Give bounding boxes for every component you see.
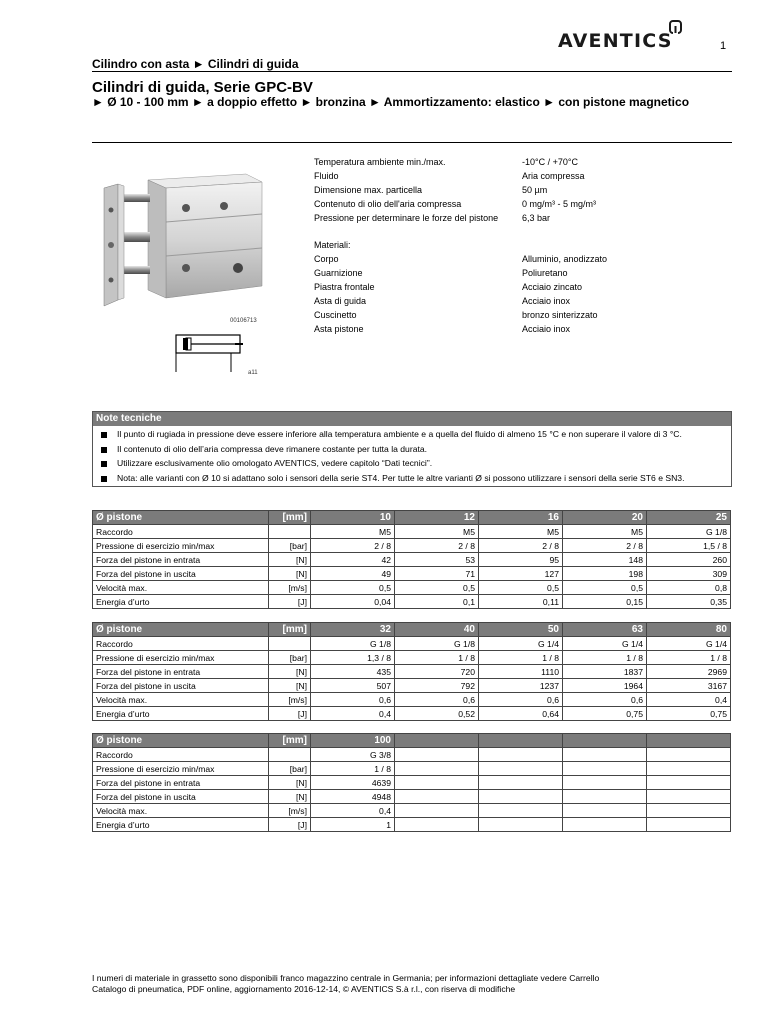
table-row bbox=[93, 595, 731, 609]
material-value: Acciaio zincato bbox=[522, 282, 583, 292]
material-label: Asta pistone bbox=[314, 324, 364, 334]
cell-value: G 1/4 bbox=[647, 637, 731, 651]
cell-value: 2 / 8 bbox=[563, 539, 647, 553]
cell-value: 16 bbox=[479, 511, 563, 525]
cell-value bbox=[395, 804, 479, 818]
cell-value: 792 bbox=[395, 679, 479, 693]
spec-value: 0 mg/m³ - 5 mg/m³ bbox=[522, 199, 597, 209]
material-value: Alluminio, anodizzato bbox=[522, 254, 608, 264]
cell-value bbox=[563, 790, 647, 804]
cell-value: 0,6 bbox=[479, 693, 563, 707]
cell-value: G 3/8 bbox=[311, 748, 395, 762]
row-unit: [N] bbox=[269, 665, 311, 679]
title-divider bbox=[92, 142, 732, 143]
cell-value bbox=[479, 762, 563, 776]
cell-value: 260 bbox=[647, 553, 731, 567]
row-label: Ø pistone bbox=[93, 734, 269, 748]
footer-line: Catalogo di pneumatica, PDF online, aggiornamento 2016-12-14, © AVENTICS S.à r.l., con riserva di modifiche bbox=[92, 984, 516, 994]
row-label: Ø pistone bbox=[93, 511, 269, 525]
cell-value: 0,8 bbox=[647, 581, 731, 595]
row-label: Ø pistone bbox=[93, 623, 269, 637]
table-row bbox=[93, 525, 731, 539]
cell-value: 0,75 bbox=[647, 707, 731, 721]
cell-value: M5 bbox=[479, 525, 563, 539]
materials-heading-label: Materiali: bbox=[314, 240, 351, 250]
table-row bbox=[93, 679, 731, 693]
bullet-square-icon bbox=[101, 447, 107, 453]
row-label: Forza del pistone in entrata bbox=[93, 776, 269, 790]
row-unit bbox=[269, 637, 311, 651]
cell-value: 0,35 bbox=[647, 595, 731, 609]
row-unit: [J] bbox=[269, 707, 311, 721]
table-header-row bbox=[93, 734, 731, 748]
cell-value: 0,4 bbox=[311, 707, 395, 721]
cell-value: 12 bbox=[395, 511, 479, 525]
cell-value: 1,5 / 8 bbox=[647, 539, 731, 553]
row-label: Velocità max. bbox=[93, 581, 269, 595]
data-table bbox=[92, 733, 731, 832]
cell-value: M5 bbox=[395, 525, 479, 539]
row-label: Forza del pistone in uscita bbox=[93, 790, 269, 804]
table-row bbox=[93, 539, 731, 553]
cell-value: 50 bbox=[479, 623, 563, 637]
row-label: Forza del pistone in entrata bbox=[93, 553, 269, 567]
cell-value: G 1/8 bbox=[311, 637, 395, 651]
cell-value bbox=[479, 734, 563, 748]
row-label: Energia d’urto bbox=[93, 707, 269, 721]
row-unit: [m/s] bbox=[269, 581, 311, 595]
cell-value: 40 bbox=[395, 623, 479, 637]
cell-value: G 1/4 bbox=[479, 637, 563, 651]
cell-value bbox=[563, 734, 647, 748]
row-unit: [m/s] bbox=[269, 804, 311, 818]
cell-value: 435 bbox=[311, 665, 395, 679]
header-divider bbox=[92, 71, 732, 72]
row-label: Raccordo bbox=[93, 637, 269, 651]
spec-label: Temperatura ambiente min./max. bbox=[314, 157, 446, 167]
bullet-square-icon bbox=[101, 432, 107, 438]
cell-value bbox=[647, 748, 731, 762]
cell-value bbox=[647, 762, 731, 776]
cell-value: 2969 bbox=[647, 665, 731, 679]
row-unit: [J] bbox=[269, 818, 311, 832]
cell-value: 148 bbox=[563, 553, 647, 567]
page-subtitle: ► Ø 10 - 100 mm ► a doppio effetto ► bronzina ► Ammortizzamento: elastico ► con pistone magnetico bbox=[92, 95, 690, 109]
cell-value: 0,64 bbox=[479, 707, 563, 721]
cell-value bbox=[647, 790, 731, 804]
cell-value bbox=[395, 776, 479, 790]
cell-value: 0,04 bbox=[311, 595, 395, 609]
row-label: Forza del pistone in uscita bbox=[93, 567, 269, 581]
material-label: Asta di guida bbox=[314, 296, 367, 306]
cell-value: 0,6 bbox=[311, 693, 395, 707]
symbol-code: a11 bbox=[248, 370, 258, 376]
note-text: Il contenuto di olio dell’aria compressa deve rimanere costante per tutta la durata. bbox=[117, 443, 428, 454]
cell-value: 0,11 bbox=[479, 595, 563, 609]
cell-value bbox=[647, 734, 731, 748]
data-table bbox=[92, 510, 731, 609]
material-value: bronzo sinterizzato bbox=[522, 310, 598, 320]
cell-value: 0,52 bbox=[395, 707, 479, 721]
cell-value: 4948 bbox=[311, 790, 395, 804]
cell-value bbox=[563, 804, 647, 818]
cell-value: 80 bbox=[647, 623, 731, 637]
cell-value: 1237 bbox=[479, 679, 563, 693]
cell-value: 0,6 bbox=[563, 693, 647, 707]
material-value: Acciaio inox bbox=[522, 324, 571, 334]
cell-value: 1110 bbox=[479, 665, 563, 679]
spec-label: Dimensione max. particella bbox=[314, 185, 423, 195]
cell-value: 32 bbox=[311, 623, 395, 637]
bullet-square-icon bbox=[101, 461, 107, 467]
footer-line: I numeri di materiale in grassetto sono disponibili franco magazzino centrale in Germania; per informazioni dettagliate vedere Carrello bbox=[92, 973, 600, 983]
pneumatic-symbol-icon bbox=[173, 330, 263, 372]
row-unit: [N] bbox=[269, 567, 311, 581]
material-label: Guarnizione bbox=[314, 268, 363, 278]
cell-value: 1 / 8 bbox=[479, 651, 563, 665]
table-row bbox=[93, 762, 731, 776]
cell-value: 100 bbox=[311, 734, 395, 748]
note-item bbox=[93, 442, 731, 457]
cell-value bbox=[479, 748, 563, 762]
row-unit: [mm] bbox=[269, 623, 311, 637]
row-label: Forza del pistone in uscita bbox=[93, 679, 269, 693]
bullet-square-icon bbox=[101, 476, 107, 482]
row-label: Velocità max. bbox=[93, 693, 269, 707]
material-label: Piastra frontale bbox=[314, 282, 375, 292]
note-text: Il punto di rugiada in pressione deve essere inferiore alla temperatura ambiente e a quella del fluido di almeno 15 °C e non superare il valore di 3 °C. bbox=[117, 429, 682, 439]
row-label: Energia d’urto bbox=[93, 595, 269, 609]
cell-value: 4639 bbox=[311, 776, 395, 790]
spec-label: Fluido bbox=[314, 171, 339, 181]
cell-value: 0,5 bbox=[311, 581, 395, 595]
material-label: Corpo bbox=[314, 254, 339, 264]
spec-value: 6,3 bar bbox=[522, 213, 551, 223]
cell-value: 63 bbox=[563, 623, 647, 637]
cell-value: 1,3 / 8 bbox=[311, 651, 395, 665]
cell-value: 49 bbox=[311, 567, 395, 581]
note-item bbox=[93, 471, 731, 486]
cell-value: 1837 bbox=[563, 665, 647, 679]
cell-value: 1 / 8 bbox=[563, 651, 647, 665]
cell-value bbox=[395, 748, 479, 762]
cell-value: 0,5 bbox=[563, 581, 647, 595]
cell-value: 95 bbox=[479, 553, 563, 567]
cell-value: M5 bbox=[563, 525, 647, 539]
technical-notes-box bbox=[92, 411, 732, 487]
cell-value: 2 / 8 bbox=[479, 539, 563, 553]
note-text: Nota: alle varianti con Ø 10 si adattano solo i sensori della serie ST4. Per tutte le altre varianti Ø si possono utilizzare i sensori della serie ST6 e SN3. bbox=[117, 472, 685, 483]
row-unit: [N] bbox=[269, 679, 311, 693]
cell-value: G 1/4 bbox=[563, 637, 647, 651]
row-unit: [bar] bbox=[269, 651, 311, 665]
cell-value bbox=[395, 818, 479, 832]
row-unit bbox=[269, 525, 311, 539]
spec-value: Aria compressa bbox=[522, 171, 585, 181]
cell-value bbox=[479, 790, 563, 804]
material-label: Cuscinetto bbox=[314, 310, 357, 320]
row-unit: [N] bbox=[269, 790, 311, 804]
material-value: Poliuretano bbox=[522, 268, 568, 278]
cell-value: 3167 bbox=[647, 679, 731, 693]
cell-value: 0,5 bbox=[479, 581, 563, 595]
cylinder-product-image bbox=[96, 160, 264, 320]
note-item bbox=[93, 427, 731, 442]
cell-value: G 1/8 bbox=[647, 525, 731, 539]
cell-value: 2 / 8 bbox=[311, 539, 395, 553]
spec-label: Pressione per determinare le forze del pistone bbox=[314, 213, 499, 223]
cell-value: 127 bbox=[479, 567, 563, 581]
cell-value: 42 bbox=[311, 553, 395, 567]
cell-value: 0,15 bbox=[563, 595, 647, 609]
cell-value: 0,1 bbox=[395, 595, 479, 609]
cell-value bbox=[563, 818, 647, 832]
cell-value bbox=[395, 790, 479, 804]
table-row bbox=[93, 665, 731, 679]
brand-logo: AVENTICS bbox=[558, 30, 673, 52]
brand-mark-icon bbox=[669, 20, 682, 35]
row-unit: [m/s] bbox=[269, 693, 311, 707]
row-label: Velocità max. bbox=[93, 804, 269, 818]
row-unit: [bar] bbox=[269, 762, 311, 776]
table-row bbox=[93, 637, 731, 651]
row-unit: [N] bbox=[269, 776, 311, 790]
table-header-row bbox=[93, 623, 731, 637]
row-unit: [bar] bbox=[269, 539, 311, 553]
cell-value: 25 bbox=[647, 511, 731, 525]
table-row bbox=[93, 790, 731, 804]
cell-value: 1 / 8 bbox=[311, 762, 395, 776]
row-label: Energia d’urto bbox=[93, 818, 269, 832]
row-unit: [mm] bbox=[269, 734, 311, 748]
breadcrumb: Cilindro con asta ► Cilindri di guida bbox=[92, 57, 299, 71]
row-label: Pressione di esercizio min/max bbox=[93, 651, 269, 665]
cell-value bbox=[479, 818, 563, 832]
cell-value: 309 bbox=[647, 567, 731, 581]
cell-value: 1 / 8 bbox=[395, 651, 479, 665]
cell-value bbox=[563, 748, 647, 762]
cell-value bbox=[563, 776, 647, 790]
row-unit bbox=[269, 748, 311, 762]
table-row bbox=[93, 707, 731, 721]
technical-notes-heading: Note tecniche bbox=[93, 412, 731, 426]
table-row bbox=[93, 804, 731, 818]
cell-value: 0,6 bbox=[395, 693, 479, 707]
cell-value bbox=[479, 804, 563, 818]
cell-value bbox=[563, 762, 647, 776]
cell-value: 0,4 bbox=[311, 804, 395, 818]
cell-value: 0,5 bbox=[395, 581, 479, 595]
page-title: Cilindri di guida, Serie GPC-BV bbox=[92, 79, 313, 96]
cell-value: 198 bbox=[563, 567, 647, 581]
cell-value: 0,4 bbox=[647, 693, 731, 707]
cell-value: 1 / 8 bbox=[647, 651, 731, 665]
spec-value: 50 µm bbox=[522, 185, 548, 195]
table-row bbox=[93, 818, 731, 832]
table-row bbox=[93, 651, 731, 665]
cell-value: G 1/8 bbox=[395, 637, 479, 651]
cell-value: 53 bbox=[395, 553, 479, 567]
table-row bbox=[93, 553, 731, 567]
spec-label: Contenuto di olio dell'aria compressa bbox=[314, 199, 462, 209]
table-row bbox=[93, 693, 731, 707]
row-unit: [mm] bbox=[269, 511, 311, 525]
cell-value: 1964 bbox=[563, 679, 647, 693]
material-value: Acciaio inox bbox=[522, 296, 571, 306]
table-row bbox=[93, 748, 731, 762]
cell-value bbox=[395, 762, 479, 776]
note-item bbox=[93, 456, 731, 471]
image-code: 00106713 bbox=[230, 318, 257, 324]
page-footer bbox=[92, 973, 599, 995]
cell-value: 507 bbox=[311, 679, 395, 693]
table-row bbox=[93, 581, 731, 595]
cell-value: 20 bbox=[563, 511, 647, 525]
cell-value bbox=[647, 818, 731, 832]
cell-value: M5 bbox=[311, 525, 395, 539]
cell-value: 1 bbox=[311, 818, 395, 832]
row-unit: [N] bbox=[269, 553, 311, 567]
spec-value: -10°C / +70°C bbox=[522, 157, 578, 167]
cell-value: 2 / 8 bbox=[395, 539, 479, 553]
data-table bbox=[92, 622, 731, 721]
cell-value bbox=[395, 734, 479, 748]
cell-value bbox=[647, 804, 731, 818]
row-label: Pressione di esercizio min/max bbox=[93, 762, 269, 776]
cell-value: 71 bbox=[395, 567, 479, 581]
row-label: Raccordo bbox=[93, 525, 269, 539]
row-label: Pressione di esercizio min/max bbox=[93, 539, 269, 553]
cell-value: 0,75 bbox=[563, 707, 647, 721]
cell-value: 720 bbox=[395, 665, 479, 679]
table-header-row bbox=[93, 511, 731, 525]
row-label: Raccordo bbox=[93, 748, 269, 762]
cell-value: 10 bbox=[311, 511, 395, 525]
cell-value bbox=[479, 776, 563, 790]
table-row bbox=[93, 567, 731, 581]
cell-value bbox=[647, 776, 731, 790]
page-number: 1 bbox=[720, 40, 727, 52]
note-text: Utilizzare esclusivamente olio omologato AVENTICS, vedere capitolo “Dati tecnici”. bbox=[117, 458, 433, 468]
row-unit: [J] bbox=[269, 595, 311, 609]
row-label: Forza del pistone in entrata bbox=[93, 665, 269, 679]
table-row bbox=[93, 776, 731, 790]
